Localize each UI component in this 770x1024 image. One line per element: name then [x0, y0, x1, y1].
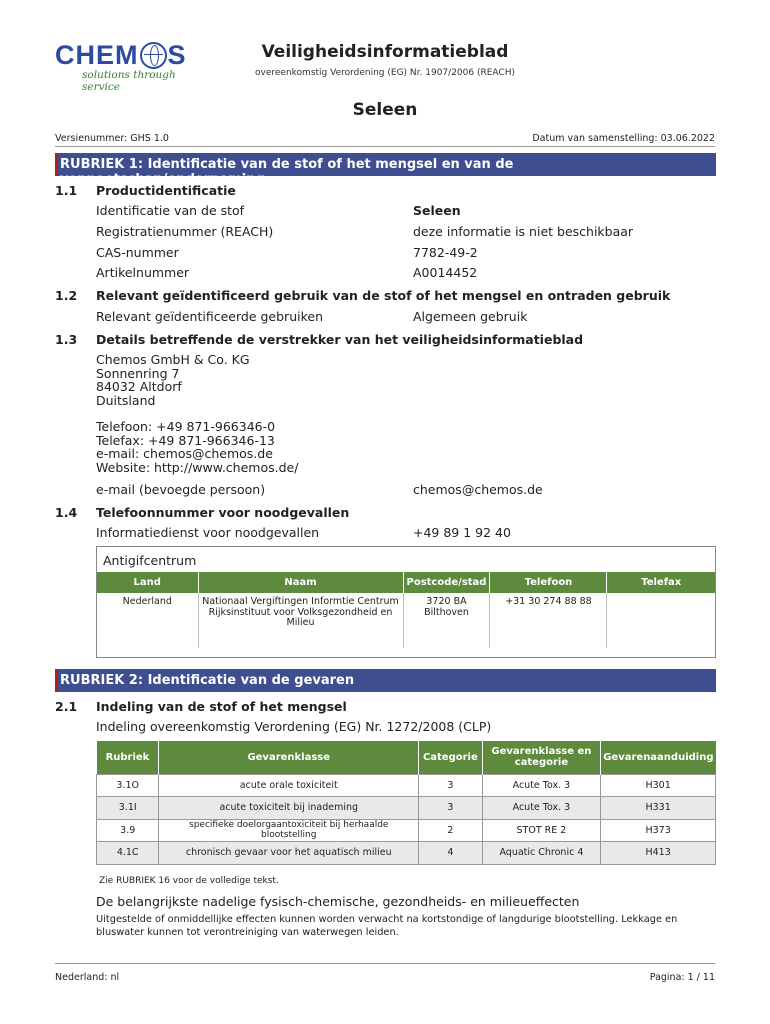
rubriek-16-note: Zie RUBRIEK 16 voor de volledige tekst.: [99, 876, 279, 886]
antigifcentrum-table: [97, 572, 715, 648]
field-value-cas: 7782-49-2: [413, 245, 478, 260]
globe-icon: [140, 42, 167, 69]
column-header: Rubriek: [97, 741, 159, 774]
document-subtitle: overeenkomstig Verordening (EG) Nr. 1907/2006 (REACH): [255, 68, 515, 78]
section-number-1-1: 1.1: [55, 183, 78, 198]
cell-categorie: 4: [419, 842, 483, 865]
column-header: Postcode/stad: [403, 572, 490, 593]
hazard-classification-table: [96, 741, 716, 865]
cell-categorie: 3: [419, 774, 483, 797]
contact-website: Website: http://www.chemos.de/: [96, 459, 299, 475]
column-header: Gevarenaanduiding: [601, 741, 716, 774]
contact-fax: Telefax: +49 871-966346-13: [96, 432, 275, 448]
cell-gevarenklasse: specifieke doelorgaantoxiciteit bij herhaalde blootstelling: [159, 819, 419, 842]
table-row: [97, 819, 716, 842]
effects-paragraph: Uitgestelde of onmiddellijke effecten kunnen worden verwacht na kortstondige of langdurige blootstelling. Lekkage en bluswater kunnen tot verontreiniging van waterwegen leiden.: [96, 914, 678, 938]
cell-land: Nederland: [97, 593, 198, 648]
field-value-identificatie: Seleen: [413, 203, 461, 218]
cell-rubriek: 3.1I: [97, 797, 159, 820]
cell-klasse-categorie: Acute Tox. 3: [482, 774, 601, 797]
cell-telefoon: +31 30 274 88 88: [490, 593, 607, 648]
cell-aanduiding: H413: [601, 842, 716, 865]
column-header: Land: [97, 572, 198, 593]
table-row: [97, 842, 716, 865]
antigifcentrum-box: [96, 546, 716, 658]
table-header-row: [97, 741, 716, 774]
antigifcentrum-title: Antigifcentrum: [103, 553, 197, 568]
section-title-2-1: Indeling van de stof of het mengsel: [96, 699, 347, 714]
contact-email: e-mail: chemos@chemos.de: [96, 446, 273, 461]
column-header: Naam: [198, 572, 403, 593]
table-header-row: [97, 572, 715, 593]
table-row: [97, 593, 715, 648]
clp-classification-subtitle: Indeling overeenkomstig Verordening (EG) Nr. 1272/2008 (CLP): [96, 719, 492, 734]
cell-aanduiding: H373: [601, 819, 716, 842]
field-label-noodgevallen: Informatiedienst voor noodgevallen: [96, 525, 320, 540]
chemos-logo: [55, 40, 205, 93]
section-title-1-3: Details betreffende de verstrekker van het veiligheidsinformatieblad: [96, 332, 584, 347]
version-number: Versienummer: GHS 1.0: [55, 133, 169, 144]
header-divider: [55, 146, 715, 147]
cell-categorie: 3: [419, 797, 483, 820]
supplier-address: [96, 353, 250, 407]
table-row: [97, 797, 716, 820]
field-label-artikelnummer: Artikelnummer: [96, 265, 190, 280]
cell-rubriek: 3.1O: [97, 774, 159, 797]
footer-page-number: Pagina: 1 / 11: [649, 972, 715, 983]
section-number-1-2: 1.2: [55, 288, 78, 303]
cell-klasse-categorie: STOT RE 2: [482, 819, 601, 842]
address-line: Sonnenring 7: [96, 365, 180, 381]
column-header: Telefax: [607, 572, 715, 593]
field-label-cas: CAS-nummer: [96, 245, 179, 260]
effects-heading: De belangrijkste nadelige fysisch-chemische, gezondheids- en milieueffecten: [96, 894, 580, 909]
footer-divider: [55, 963, 715, 964]
cell-rubriek: 4.1C: [97, 842, 159, 865]
field-label-email-person: e-mail (bevoegde persoon): [96, 482, 266, 497]
cell-gevarenklasse: acute toxiciteit bij inademing: [159, 797, 419, 820]
section-title-1-4: Telefoonnummer voor noodgevallen: [96, 505, 350, 520]
column-header: Gevarenklasse: [159, 741, 419, 774]
cell-naam: Nationaal Vergiftingen Informtie Centrum Rijksinstituut voor Volksgezondheid en Milieu: [198, 593, 403, 648]
cell-categorie: 2: [419, 819, 483, 842]
section-header-rubriek-2: RUBRIEK 2: Identificatie van de gevaren: [55, 669, 716, 692]
section-number-2-1: 2.1: [55, 699, 78, 714]
cell-rubriek: 3.9: [97, 819, 159, 842]
logo-text-left: CHEM: [55, 40, 139, 70]
column-header: Telefoon: [490, 572, 607, 593]
field-value-artikelnummer: A0014452: [413, 265, 478, 280]
cell-gevarenklasse: chronisch gevaar voor het aquatisch milieu: [159, 842, 419, 865]
address-line: 84032 Altdorf: [96, 379, 182, 394]
field-value-noodgevallen: +49 89 1 92 40: [413, 525, 511, 540]
logo-tagline: solutions through service: [82, 69, 176, 93]
supplier-contact: [96, 420, 298, 474]
section-number-1-3: 1.3: [55, 332, 78, 347]
compilation-date: Datum van samenstelling: 03.06.2022: [532, 133, 715, 144]
field-label-identificatie: Identificatie van de stof: [96, 203, 245, 218]
section-number-1-4: 1.4: [55, 505, 78, 520]
column-header: Categorie: [419, 741, 483, 774]
section-title-1-1: Productidentificatie: [96, 183, 236, 198]
cell-postcode: 3720 BA Bilthoven: [403, 593, 490, 648]
field-value-registratienummer: deze informatie is niet beschikbaar: [413, 224, 634, 239]
product-name: Seleen: [352, 100, 418, 120]
contact-phone: Telefoon: +49 871-966346-0: [96, 419, 276, 434]
field-value-email-person: chemos@chemos.de: [413, 482, 543, 497]
cell-gevarenklasse: acute orale toxiciteit: [159, 774, 419, 797]
footer-country-language: Nederland: nl: [55, 972, 120, 983]
document-title: Veiligheidsinformatieblad: [261, 42, 509, 62]
column-header: Gevarenklasse en categorie: [482, 741, 601, 774]
field-label-registratienummer: Registratienummer (REACH): [96, 224, 274, 239]
cell-aanduiding: H301: [601, 774, 716, 797]
address-line: Chemos GmbH & Co. KG: [96, 352, 250, 367]
cell-telefax: [607, 593, 715, 648]
cell-aanduiding: H331: [601, 797, 716, 820]
logo-text-right: S: [167, 40, 187, 70]
table-row: [97, 774, 716, 797]
cell-klasse-categorie: Aquatic Chronic 4: [482, 842, 601, 865]
field-value-gebruiken: Algemeen gebruik: [413, 309, 528, 324]
section-title-1-2: Relevant geïdentificeerd gebruik van de stof of het mengsel en ontraden gebruik: [96, 288, 671, 303]
field-label-gebruiken: Relevant geïdentificeerde gebruiken: [96, 309, 323, 324]
section-header-rubriek-1: RUBRIEK 1: Identificatie van de stof of het mengsel en van de vennootschap/onderneming: [55, 153, 716, 176]
address-line: Duitsland: [96, 392, 156, 408]
cell-klasse-categorie: Acute Tox. 3: [482, 797, 601, 820]
